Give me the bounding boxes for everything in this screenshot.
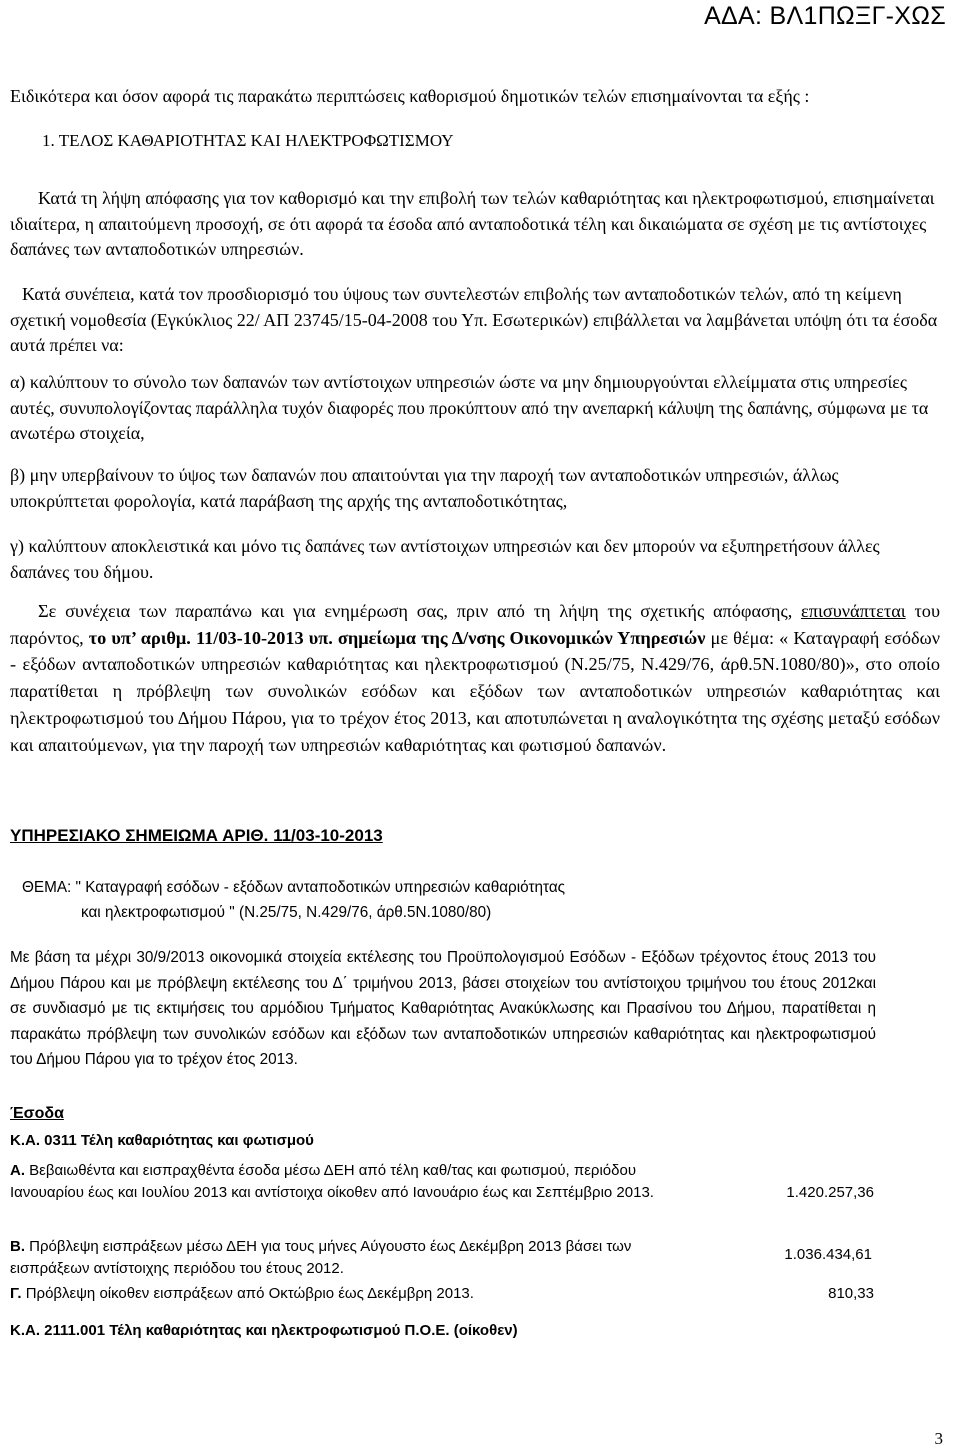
memo-body: Με βάση τα μέχρι 30/9/2013 οικονομικά στοιχεία εκτέλεσης του Προϋπολογισμού Εσόδων - Εξόδων τρέχοντος έτους 2013 του Δήμου Πάρου και με πρόβλεψη εκτέλεσης του Δ΄ τριμήνου 2013, βάσει στοιχείων του αντίστοιχου τριμήνου του έτους 2012και σε συνδιασμό με τις εκτιμήσεις του αρμόδιου Τμήματος Καθαριότητας Ανακύκλωσης και Πρασίνου του Δήμου, παρατίθεται η παρακάτω πρόβλεψη των συνολικών εσόδων και εξόδων των ανταποδοτικών υπηρεσιών καθαριότητας και ηλεκτροφωτισμού του Δήμου Πάρου για το τρέχον έτος 2013. bbox=[10, 949, 876, 1068]
memo-theme-line-2: και ηλεκτροφωτισμού " (Ν.25/75, Ν.429/76, άρθ.5Ν.1080/80) bbox=[81, 904, 492, 921]
account-0311-title: Κ.Α. 0311 Τέλη καθαριότητας και φωτισμού bbox=[10, 1132, 314, 1149]
account-2111-title: Κ.Α. 2111.001 Τέλη καθαριότητας και ηλεκτροφωτισμού Π.Ο.Ε. (οίκοθεν) bbox=[10, 1322, 518, 1339]
consequence-paragraph: Κατά συνέπεια, κατά τον προσδιορισμό του ύψους των συντελεστών επιβολής των ανταποδοτικών τελών, από τη κείμενη σχετική νομοθεσία (Εγκύκλιος 22/ ΑΠ 23745/15-04-2008 του Υπ. Εσωτερικών) επιβάλλεται να λαμβάνεται υπόψη ότι τα έσοδα αυτά πρέπει να: bbox=[10, 284, 938, 356]
revenue-item-a bbox=[10, 1160, 670, 1204]
item-c-value: 810,33 bbox=[828, 1285, 874, 1302]
ada-code: ΑΔΑ: ΒΛ1ΠΩΞΓ-ΧΩΣ bbox=[704, 2, 946, 30]
attachment-tail: με θέμα: « Καταγραφή εσόδων - εξόδων ανταποδοτικών υπηρεσιών καθαριότητας και ηλεκτροφωτισμού (Ν.25/75, Ν.429/76, άρθ.5Ν.1080/80)», στο οποίο παρατίθεται η πρόβλεψη των συνολικών εσόδων και εξόδων των ανταποδοτικών υπηρεσιών καθαριότητας και ηλεκτροφωτισμού του Δήμου Πάρου, για το τρέχον έτος 2013, και αποτυπώνεται η αναλογικότητα της σχέσης μεταξύ εσόδων και απαιτούμενων, για την παροχή των υπηρεσιών καθαριότητας και φωτισμού δαπανών. bbox=[10, 627, 940, 755]
decision-paragraph: Κατά τη λήψη απόφασης για τον καθορισμό και την επιβολή των τελών καθαριότητας και ηλεκτροφωτισμού, επισημαίνεται ιδιαίτερα, η απαιτούμενη προσοχή, σε ότι αφορά τα έσοδα από ανταποδοτικά τέλη και δικαιώματα σε σχέση με τις αντίστοιχες δαπάνες των ανταποδοτικών υπηρεσιών. bbox=[10, 188, 935, 260]
item-c-letter: Γ. bbox=[10, 1285, 22, 1302]
page-number: 3 bbox=[934, 1429, 943, 1448]
revenue-heading: Έσοδα bbox=[10, 1105, 64, 1122]
attachment-mid: του παρόντος, bbox=[10, 601, 940, 648]
memo-title: ΥΠΗΡΕΣΙΑΚΟ ΣΗΜΕΙΩΜΑ ΑΡΙΘ. 11/03-10-2013 bbox=[10, 826, 383, 845]
attachment-paragraph bbox=[10, 598, 940, 758]
condition-b-paragraph: β) μην υπερβαίνουν το ύψος των δαπανών που απαιτούνται για την παροχή των ανταποδοτικών υπηρεσιών, άλλως υποκρύπτεται φορολογία, κατά παράβαση της αρχής της ανταποδοτικότητας, bbox=[10, 465, 839, 511]
item-c-text: Πρόβλεψη οίκοθεν εισπράξεων από Οκτώβριο έως Δεκέμβρη 2013. bbox=[21, 1285, 474, 1302]
item-a-value: 1.420.257,36 bbox=[786, 1184, 874, 1201]
item-b-value: 1.036.434,61 bbox=[784, 1246, 872, 1263]
intro-paragraph: Ειδικότερα και όσον αφορά τις παρακάτω περιπτώσεις καθορισμού δημοτικών τελών επισημαίνονται τα εξής : bbox=[10, 86, 810, 106]
item-b-letter: Β. bbox=[10, 1238, 25, 1255]
attachment-bold: το υπ’ αριθμ. 11/03-10-2013 υπ. σημείωμα της Δ/νσης Οικονομικών Υπηρεσιών bbox=[88, 627, 706, 648]
item-a-text: Βεβαιωθέντα και εισπραχθέντα έσοδα μέσω ΔΕΗ από τέλη καθ/τας και φωτισμού, περιόδου Ιανουαρίου έως και Ιουλίου 2013 και αντίστοιχα οίκοθεν από Ιανουάριο έως και Σεπτέμβριο 2013. bbox=[10, 1162, 654, 1201]
attachment-underlined: επισυνάπτεται bbox=[801, 601, 906, 621]
condition-c-paragraph: γ) καλύπτουν αποκλειστικά και μόνο τις δαπάνες των αντίστοιχων υπηρεσιών και δεν μπορούν να εξυπηρετήσουν άλλες δαπάνες του δήμου. bbox=[10, 536, 880, 582]
revenue-item-c bbox=[10, 1285, 474, 1302]
section-1-title: 1. ΤΕΛΟΣ ΚΑΘΑΡΙΟΤΗΤΑΣ ΚΑΙ ΗΛΕΚΤΡΟΦΩΤΙΣΜΟΥ bbox=[42, 131, 454, 150]
revenue-item-b bbox=[10, 1236, 670, 1280]
attachment-lead: Σε συνέχεια των παραπάνω και για ενημέρωση σας, πριν από τη λήψη της σχετικής απόφασης, bbox=[38, 601, 802, 621]
item-b-text: Πρόβλεψη εισπράξεων μέσω ΔΕΗ για τους μήνες Αύγουστο έως Δεκέμβρη 2013 βάσει των εισπράξεων αντίστοιχης περιόδου του έτους 2012. bbox=[10, 1238, 632, 1277]
condition-a-paragraph: α) καλύπτουν το σύνολο των δαπανών των αντίστοιχων υπηρεσιών ώστε να μην δημιουργούνται ελλείμματα στις υπηρεσίες αυτές, συνυπολογίζοντας παράλληλα τυχόν διαφορές που προκύπτουν από την ανεπαρκή κάλυψη της δαπάνης, σύμφωνα με τα ανωτέρω στοιχεία, bbox=[10, 372, 929, 444]
item-a-letter: Α. bbox=[10, 1162, 25, 1179]
memo-theme-line-1: ΘΕΜΑ: " Καταγραφή εσόδων - εξόδων ανταποδοτικών υπηρεσιών καθαριότητας bbox=[22, 879, 566, 896]
